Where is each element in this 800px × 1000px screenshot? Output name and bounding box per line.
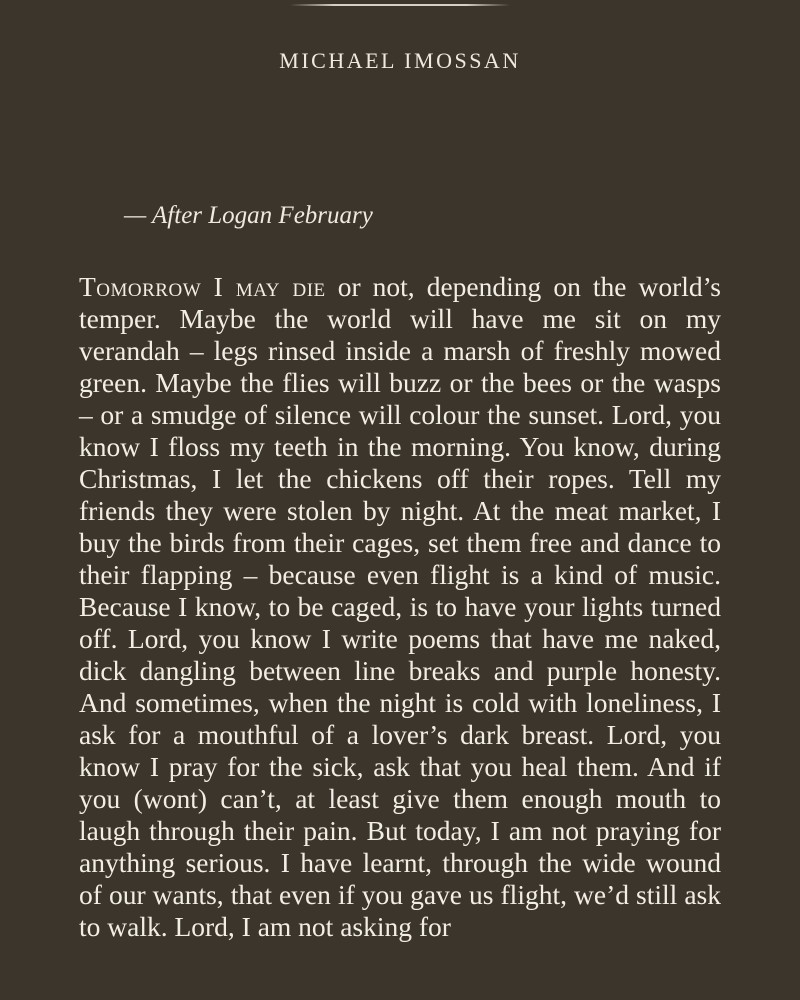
author-name: MICHAEL IMOSSAN: [279, 48, 521, 73]
dedication-line: — After Logan February: [124, 202, 373, 229]
poem-opening-words: Tomorrow I may die: [79, 271, 326, 302]
poem-body: or not, depending on the world’s temper. Maybe the world will have me sit on my verandah – legs rinsed inside a marsh of freshly mowed green. Maybe the flies will buzz or the bees or the wasps – or a smudge of silence will colour the sunset. Lord, you know I floss my teeth in the morning. You know, during Christmas, I let the chickens off their ropes. Tell my friends they were stolen by night. At the meat market, I buy the birds from their cages, set them free and dance to their flapping – because even flight is a kind of music. Because I know, to be caged, is to have your lights turned off. Lord, you know I write poems that have me naked, dick dangling between line breaks and purple honesty. And sometimes, when the night is cold with loneliness, I ask for a mouthful of a lover’s dark breast. Lord, you know I pray for the sick, ask that you heal them. And if you (wont) can’t, at least give them enough mouth to laugh through their pain. But today, I am not praying for anything serious. I have learnt, through the wide wound of our wants, that even if you gave us flight, we’d still ask to walk. Lord, I am not asking for: [79, 271, 721, 942]
top-divider: [290, 4, 510, 6]
poem-text: [79, 271, 721, 943]
